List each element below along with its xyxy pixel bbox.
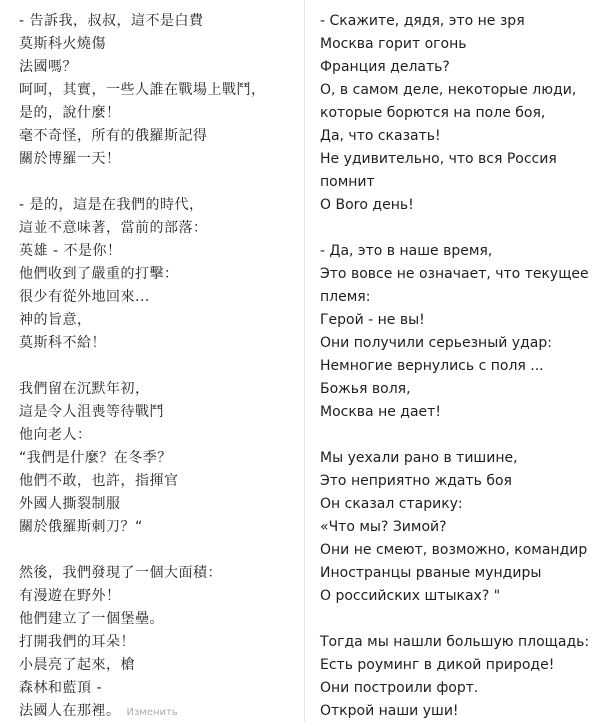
line-text: Открой наши уши! [320, 703, 459, 719]
line-text: которые борются на поле боя, [320, 105, 546, 121]
line-text: Не удивительно, что вся Россия [320, 151, 557, 167]
text-line [19, 10, 296, 33]
line-text: О Воrо день! [320, 197, 414, 213]
text-line [19, 286, 296, 309]
text-line [320, 493, 592, 516]
text-line [320, 608, 592, 631]
text-line [320, 654, 592, 677]
text-line [19, 539, 296, 562]
text-line [320, 631, 592, 654]
text-line [320, 355, 592, 378]
text-line [19, 401, 296, 424]
line-text: Он сказал старику: [320, 496, 463, 512]
line-text: 我們留在沉默年初， [19, 381, 150, 397]
text-line [320, 700, 592, 722]
text-line [320, 447, 592, 470]
text-line [19, 148, 296, 171]
line-text: 很少有從外地回來... [19, 289, 150, 305]
line-text: 莫斯科火燒傷 [19, 36, 106, 52]
text-line [320, 125, 592, 148]
line-text: 他們不敢，也許，指揮官 [19, 473, 179, 489]
line-text: - 是的，這是在我們的時代， [19, 197, 204, 213]
text-line [19, 631, 296, 654]
line-text: Это неприятно ждать боя [320, 473, 512, 489]
line-text: О российских штыках? " [320, 588, 501, 604]
line-text: 莫斯科不給！ [19, 335, 106, 351]
text-line [19, 677, 296, 700]
text-line [19, 240, 296, 263]
text-line [19, 56, 296, 79]
line-text: Мы уехали рано в тишине, [320, 450, 518, 466]
line-text: Герой - не вы! [320, 312, 425, 328]
text-line [320, 33, 592, 56]
text-line [320, 102, 592, 125]
text-line [320, 309, 592, 332]
line-text: Иностранцы рваные мундиры [320, 565, 542, 581]
line-text: Есть роуминг в дикой природе! [320, 657, 555, 673]
line-text: 他向老人： [19, 427, 92, 443]
line-text: помнит [320, 174, 375, 190]
text-line [19, 125, 296, 148]
text-line [19, 332, 296, 355]
line-text: Они не смеют, возможно, командир [320, 542, 588, 558]
text-line [19, 424, 296, 447]
line-text: Немногие вернулись с поля ... [320, 358, 544, 374]
text-line [19, 654, 296, 677]
text-line [19, 309, 296, 332]
line-text: 法國人在那裡。 [19, 703, 121, 719]
edit-link[interactable]: Изменить [126, 707, 178, 718]
text-line [320, 148, 592, 171]
text-line [320, 332, 592, 355]
text-line [19, 355, 296, 378]
line-text: 神的旨意， [19, 312, 92, 328]
line-text: племя: [320, 289, 371, 305]
text-line [19, 378, 296, 401]
line-text: «Что мы? Зимой? [320, 519, 447, 535]
text-line [19, 171, 296, 194]
line-text: 關於俄羅斯刺刀？“ [19, 519, 143, 535]
line-text: Тогда мы нашли большую площадь: [320, 634, 590, 650]
text-line [320, 516, 592, 539]
text-line [320, 79, 592, 102]
line-text: Они построили форт. [320, 680, 479, 696]
line-text: 他們建立了一個堡壘。 [19, 611, 164, 627]
text-line [19, 700, 296, 722]
russian-text-column [305, 0, 600, 722]
text-line [320, 10, 592, 33]
line-text: 毫不奇怪，所有的俄羅斯記得 [19, 128, 208, 144]
text-line [320, 562, 592, 585]
text-line [320, 194, 592, 217]
line-text: 法國嗎？ [19, 59, 77, 75]
line-text: 他們收到了嚴重的打擊： [19, 266, 179, 282]
line-text: Божья воля, [320, 381, 411, 397]
text-line [320, 539, 592, 562]
text-line [320, 470, 592, 493]
line-text: 有漫遊在野外！ [19, 588, 121, 604]
text-line [320, 677, 592, 700]
text-line [19, 447, 296, 470]
line-text: 關於博羅一天！ [19, 151, 121, 167]
line-text: 是的，說什麼！ [19, 105, 121, 121]
text-line [320, 401, 592, 424]
text-line [320, 378, 592, 401]
text-line [320, 263, 592, 286]
text-line [320, 217, 592, 240]
line-text: 外國人撕裂制服 [19, 496, 121, 512]
text-line [19, 608, 296, 631]
line-text: - 告訴我，叔叔，這不是白費 [19, 13, 204, 29]
text-line [19, 470, 296, 493]
line-text: 這是令人沮喪等待戰鬥 [19, 404, 164, 420]
line-text: 呵呵，其實，一些人誰在戰場上戰鬥， [19, 82, 266, 98]
line-text: Франция делать? [320, 59, 450, 75]
line-text: О, в самом деле, некоторые люди, [320, 82, 577, 98]
line-text: - Да, это в наше время, [320, 243, 493, 259]
line-text: Они получили серьезный удар: [320, 335, 552, 351]
text-line [19, 263, 296, 286]
line-text: Москва горит огонь [320, 36, 467, 52]
line-text: - Скажите, дядя, это не зря [320, 13, 525, 29]
text-line [19, 217, 296, 240]
line-text: 小晨亮了起來，槍 [19, 657, 135, 673]
text-line [320, 286, 592, 309]
text-line [19, 33, 296, 56]
text-line [320, 171, 592, 194]
text-line [19, 79, 296, 102]
line-text: Москва не дает! [320, 404, 441, 420]
text-line [19, 516, 296, 539]
line-text: “我們是什麼？在冬季？ [19, 450, 172, 466]
line-text: 森林和藍頂 - [19, 680, 103, 696]
line-text: 這並不意味著，當前的部落： [19, 220, 208, 236]
line-text: Это вовсе не означает, что текущее [320, 266, 589, 282]
line-text: 英雄 - 不是你！ [19, 243, 122, 259]
text-line [320, 585, 592, 608]
line-text: Да, что сказать! [320, 128, 441, 144]
text-line [320, 424, 592, 447]
text-line [320, 56, 592, 79]
text-line [19, 562, 296, 585]
text-line [19, 102, 296, 125]
text-line [320, 240, 592, 263]
text-line [19, 585, 296, 608]
line-text: 打開我們的耳朵！ [19, 634, 135, 650]
line-text: 然後，我們發現了一個大面積： [19, 565, 222, 581]
text-line [19, 493, 296, 516]
text-line [19, 194, 296, 217]
